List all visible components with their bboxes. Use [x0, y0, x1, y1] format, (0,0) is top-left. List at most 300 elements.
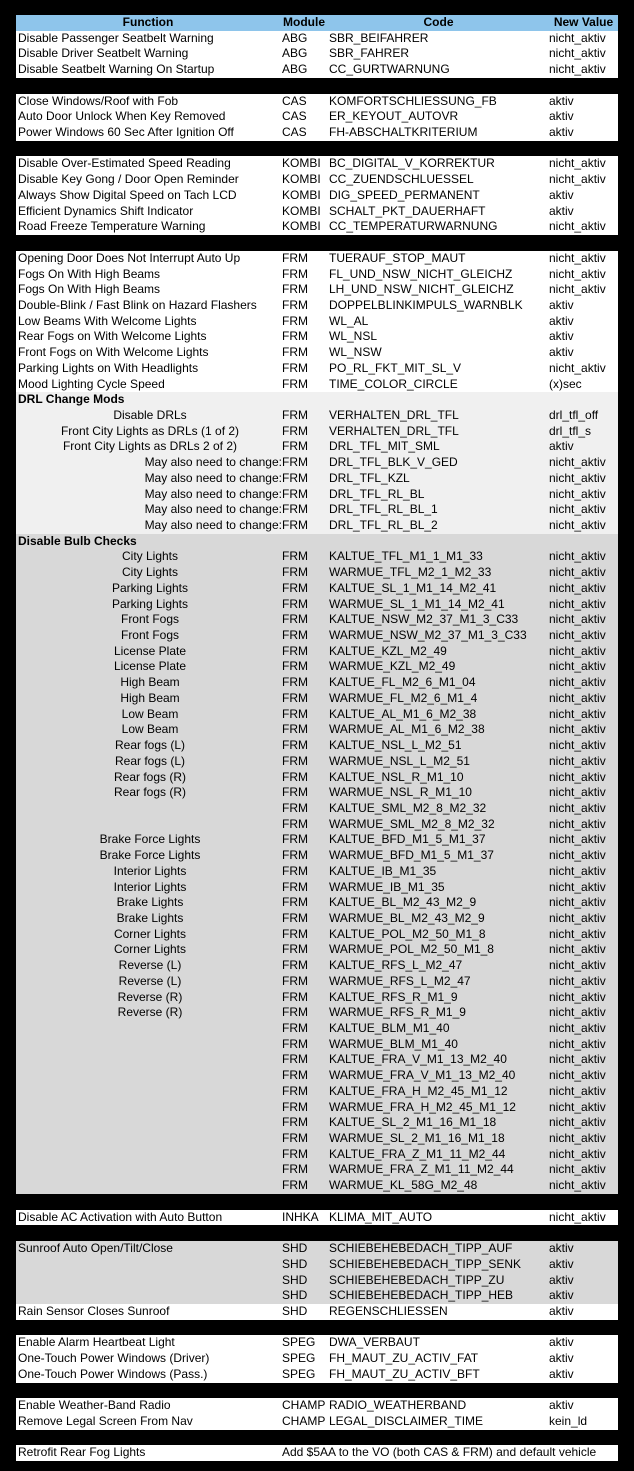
code-cell: WARMUE_TFL_M2_1_M2_33 [329, 565, 492, 580]
value-cell: nicht_aktiv [549, 1209, 606, 1224]
value-cell: nicht_aktiv [549, 643, 606, 658]
table-row [16, 1100, 618, 1116]
value-cell: aktiv [549, 297, 574, 312]
table-row [16, 62, 618, 78]
function-cell: Remove Legal Screen From Nav [18, 1413, 193, 1428]
table-row [16, 188, 618, 204]
function-cell: Disable AC Activation with Auto Button [18, 1209, 223, 1224]
header-new-value: New Value [553, 15, 614, 29]
value-cell: nicht_aktiv [549, 1162, 606, 1177]
code-cell: KALTUE_NSW_M2_37_M1_3_C33 [329, 612, 519, 627]
code-cell: WARMUE_BFD_M1_5_M1_37 [329, 848, 494, 863]
function-cell: Disable DRLs [113, 407, 187, 422]
code-cell: WARMUE_KL_58G_M2_48 [329, 1178, 478, 1193]
value-cell: nicht_aktiv [549, 518, 606, 532]
table-row [16, 974, 618, 990]
table-row [16, 880, 618, 896]
code-cell: SCHIEBEHEBEDACH_TIPP_AUF [329, 1241, 513, 1256]
module-cell: SPEG [282, 1366, 316, 1381]
function-cell: Disable Driver Seatbelt Warning [18, 46, 189, 61]
header-code: Code [423, 15, 454, 29]
header-function: Function [122, 15, 174, 29]
code-cell: SBR_FAHRER [329, 46, 410, 61]
function-cell: Close Windows/Roof with Fob [18, 93, 179, 108]
function-cell: City Lights [121, 549, 179, 564]
table-row [16, 785, 618, 801]
code-cell: DRL_TFL_MIT_SML [329, 439, 440, 454]
table-row [16, 707, 618, 723]
table-row [16, 832, 618, 848]
value-cell: nicht_aktiv [549, 565, 606, 580]
code-cell: DRL_TFL_RL_BL_1 [329, 502, 438, 517]
table-row [16, 644, 618, 660]
module-cell: FRM [282, 816, 308, 831]
code-cell: VERHALTEN_DRL_TFL [329, 407, 459, 422]
function-cell: May also need to change: [144, 502, 282, 517]
table-row [16, 628, 618, 644]
function-cell: Brake Force Lights [99, 832, 201, 847]
code-cell: SBR_BEIFAHRER [329, 30, 429, 45]
value-cell: nicht_aktiv [549, 1099, 606, 1114]
module-cell: FRM [282, 345, 308, 360]
table-row [16, 1147, 618, 1163]
function-cell: Brake Lights [116, 895, 184, 910]
value-cell: aktiv [549, 1256, 574, 1271]
module-cell: SHD [282, 1241, 308, 1256]
function-cell: License Plate [113, 659, 187, 674]
value-cell: nicht_aktiv [549, 1036, 606, 1051]
function-cell: Front Fogs on With Welcome Lights [18, 345, 209, 360]
value-cell: nicht_aktiv [549, 942, 606, 957]
value-cell: aktiv [549, 203, 574, 218]
table-row [16, 109, 618, 125]
function-cell: Low Beams With Welcome Lights [18, 313, 197, 328]
code-cell: WL_NSW [329, 345, 382, 360]
section-heading: Disable Bulb Checks [18, 533, 137, 548]
module-cell: FRM [282, 863, 308, 878]
module-cell: FRM [282, 675, 308, 690]
function-cell: Reverse (R) [117, 989, 183, 1004]
table-row [16, 754, 618, 770]
code-cell: SCHALT_PKT_DAUERHAFT [329, 203, 486, 218]
value-cell: nicht_aktiv [549, 628, 606, 643]
function-cell: Interior Lights [113, 879, 187, 894]
code-cell: WARMUE_POL_M2_50_M1_8 [329, 942, 494, 957]
module-cell: FRM [282, 266, 308, 281]
code-cell: DOPPELBLINKIMPULS_WARNBLK [329, 297, 523, 312]
table-row [16, 675, 618, 691]
code-cell: SCHIEBEHEBEDACH_TIPP_HEB [329, 1288, 514, 1303]
table-row [16, 942, 618, 958]
table-row [16, 345, 618, 361]
code-cell: DRL_TFL_RL_BL [329, 486, 425, 501]
table-row [16, 1084, 618, 1100]
table-row [16, 1367, 618, 1383]
table-row [16, 424, 618, 440]
code-cell: KALTUE_FRA_Z_M1_11_M2_44 [329, 1146, 506, 1161]
value-cell: nicht_aktiv [549, 816, 606, 831]
code-cell: WARMUE_SL_2_M1_16_M1_18 [329, 1131, 505, 1146]
table-row [16, 156, 618, 172]
code-cell: TUERAUF_STOP_MAUT [329, 250, 466, 265]
code-cell: WARMUE_BLM_M1_40 [329, 1036, 458, 1051]
value-cell: nicht_aktiv [549, 863, 606, 878]
code-cell: DRL_TFL_RL_BL_2 [329, 518, 438, 532]
code-cell: WARMUE_FL_M2_6_M1_4 [329, 690, 478, 705]
table-row [16, 722, 618, 738]
table-row [16, 1162, 618, 1178]
module-cell: FRM [282, 769, 308, 784]
function-cell: Disable Key Gong / Door Open Reminder [18, 172, 239, 187]
table-row [16, 329, 618, 345]
table-row [16, 597, 618, 613]
function-cell: Rear fogs (R) [113, 769, 187, 784]
function-cell: License Plate [113, 643, 187, 658]
module-cell: FRM [282, 313, 308, 328]
value-cell: nicht_aktiv [549, 800, 606, 815]
table-row [16, 895, 618, 911]
code-cell: KALTUE_SL_2_M1_16_M1_18 [329, 1115, 497, 1130]
value-cell: nicht_aktiv [549, 910, 606, 925]
value-cell: nicht_aktiv [549, 612, 606, 627]
section-separator [16, 1430, 618, 1446]
function-cell: May also need to change: [144, 455, 282, 470]
value-cell: nicht_aktiv [549, 989, 606, 1004]
section-heading: DRL Change Mods [18, 392, 125, 407]
value-cell: nicht_aktiv [549, 30, 606, 45]
function-cell: Disable Over-Estimated Speed Reading [18, 156, 231, 171]
value-cell: aktiv [549, 1335, 574, 1350]
table-row [16, 801, 618, 817]
table-row [16, 659, 618, 675]
function-cell: Parking Lights [111, 580, 189, 595]
code-cell: WARMUE_NSW_M2_37_M1_3_C33 [329, 628, 527, 643]
value-cell: nicht_aktiv [549, 690, 606, 705]
table-row [16, 471, 618, 487]
value-cell: nicht_aktiv [549, 266, 606, 281]
module-cell: FRM [282, 910, 308, 925]
module-cell: CHAMP [282, 1398, 326, 1413]
table-row [16, 94, 618, 110]
value-cell: nicht_aktiv [549, 46, 606, 61]
function-cell: One-Touch Power Windows (Pass.) [18, 1366, 208, 1381]
table-row [16, 1131, 618, 1147]
table-row [16, 1335, 618, 1351]
module-cell: FRM [282, 439, 308, 454]
module-cell: FRM [282, 580, 308, 595]
function-cell: Sunroof Auto Open/Tilt/Close [18, 1241, 173, 1256]
table-row [16, 219, 618, 235]
code-cell: FH_MAUT_ZU_ACTIV_FAT [329, 1351, 479, 1366]
code-cell: CC_GURTWARNUNG [329, 62, 450, 77]
table-body [16, 31, 618, 1461]
code-cell: ER_KEYOUT_AUTOVR [329, 109, 459, 124]
value-cell: aktiv [549, 1288, 574, 1303]
value-cell: nicht_aktiv [549, 1178, 606, 1193]
value-cell: aktiv [549, 345, 574, 360]
function-cell: Fogs On With High Beams [18, 282, 161, 297]
module-cell: CAS [282, 125, 307, 140]
module-cell: FRM [282, 1146, 308, 1161]
value-cell: nicht_aktiv [549, 973, 606, 988]
value-cell: nicht_aktiv [549, 738, 606, 753]
value-cell: aktiv [549, 329, 574, 344]
module-cell: ABG [282, 62, 308, 77]
table-header [16, 15, 618, 31]
module-cell: FRM [282, 1036, 308, 1051]
module-cell: FRM [282, 753, 308, 768]
note-cell: Add $5AA to the VO (both CAS & FRM) and default vehicle [282, 1445, 597, 1460]
module-cell: FRM [282, 832, 308, 847]
function-cell: One-Touch Power Windows (Driver) [18, 1351, 210, 1366]
module-cell: FRM [282, 722, 308, 737]
table-row [16, 911, 618, 927]
code-cell: PO_RL_FKT_MIT_SL_V [329, 360, 462, 375]
table-row [16, 990, 618, 1006]
module-cell: FRM [282, 659, 308, 674]
module-cell: SHD [282, 1288, 308, 1303]
module-cell: FRM [282, 376, 308, 391]
module-cell: FRM [282, 518, 308, 532]
table-row [16, 581, 618, 597]
code-cell: FH_MAUT_ZU_ACTIV_BFT [329, 1366, 480, 1381]
module-cell: FRM [282, 250, 308, 265]
value-cell: drl_tfl_s [549, 423, 592, 438]
function-cell: Front City Lights as DRLs (1 of 2) [60, 423, 240, 438]
code-cell: WARMUE_AL_M1_6_M2_38 [329, 722, 485, 737]
module-cell: FRM [282, 502, 308, 517]
module-cell: FRM [282, 738, 308, 753]
module-cell: SHD [282, 1303, 308, 1318]
code-cell: DRL_TFL_KZL [329, 470, 410, 485]
module-cell: CAS [282, 109, 307, 124]
function-cell: Low Beam [121, 722, 179, 737]
function-cell: Enable Alarm Heartbeat Light [18, 1335, 175, 1350]
code-cell: KALTUE_BLM_M1_40 [329, 1021, 450, 1035]
function-cell: Retrofit Rear Fog Lights [18, 1445, 146, 1460]
table-row [16, 377, 618, 393]
table-row [16, 455, 618, 471]
value-cell: nicht_aktiv [549, 1005, 606, 1020]
value-cell: nicht_aktiv [549, 675, 606, 690]
table-row [16, 518, 618, 534]
table-row [16, 439, 618, 455]
module-cell: CHAMP [282, 1413, 326, 1428]
value-cell: aktiv [549, 1241, 574, 1256]
code-cell: WARMUE_SL_1_M1_14_M2_41 [329, 596, 505, 611]
table-row [16, 1351, 618, 1367]
table-row [16, 1398, 618, 1414]
table-row [16, 549, 618, 565]
module-cell: FRM [282, 1131, 308, 1146]
function-cell: Enable Weather-Band Radio [18, 1398, 171, 1413]
value-cell: aktiv [549, 125, 574, 140]
module-cell: FRM [282, 800, 308, 815]
module-cell: KOMBI [282, 219, 321, 234]
value-cell: nicht_aktiv [549, 753, 606, 768]
value-cell: nicht_aktiv [549, 156, 606, 171]
table-row [16, 125, 618, 141]
module-cell: FRM [282, 329, 308, 344]
code-cell: LH_UND_NSW_NICHT_GLEICHZ [329, 282, 514, 297]
table-row [16, 361, 618, 377]
table-row [16, 927, 618, 943]
function-cell: Opening Door Does Not Interrupt Auto Up [18, 250, 241, 265]
value-cell: nicht_aktiv [549, 832, 606, 847]
table-row [16, 1005, 618, 1021]
code-cell: KALTUE_IB_M1_35 [329, 863, 437, 878]
table-row [16, 1052, 618, 1068]
table-row [16, 251, 618, 267]
module-cell: FRM [282, 989, 308, 1004]
function-cell: Auto Door Unlock When Key Removed [18, 109, 226, 124]
module-cell: FRM [282, 1083, 308, 1098]
function-cell: High Beam [120, 675, 180, 690]
module-cell: FRM [282, 282, 308, 297]
section-separator [16, 1194, 618, 1210]
function-cell: Reverse (L) [118, 958, 182, 973]
code-cell: KALTUE_TFL_M1_1_M1_33 [329, 549, 483, 564]
code-cell: KALTUE_FRA_H_M2_45_M1_12 [329, 1083, 508, 1098]
function-cell: Rear Fogs on With Welcome Lights [18, 329, 207, 344]
value-cell: nicht_aktiv [549, 486, 606, 501]
value-cell: aktiv [549, 1366, 574, 1381]
value-cell: aktiv [549, 313, 574, 328]
table-row [16, 738, 618, 754]
module-cell: FRM [282, 486, 308, 501]
table-row [16, 770, 618, 786]
value-cell: nicht_aktiv [549, 1115, 606, 1130]
module-cell: FRM [282, 1115, 308, 1130]
function-cell: Low Beam [121, 706, 179, 721]
code-cell: KALTUE_RFS_R_M1_9 [329, 989, 458, 1004]
value-cell: nicht_aktiv [549, 250, 606, 265]
header-module: Module [283, 15, 325, 29]
table-row [16, 612, 618, 628]
function-cell: Front Fogs [120, 628, 180, 643]
value-cell: nicht_aktiv [549, 1083, 606, 1098]
function-cell: Road Freeze Temperature Warning [18, 219, 206, 234]
function-cell: Brake Lights [116, 910, 184, 925]
module-cell: SPEG [282, 1351, 316, 1366]
coding-table [16, 15, 618, 1461]
table-row [16, 1178, 618, 1194]
module-cell: FRM [282, 1052, 308, 1067]
code-cell: DIG_SPEED_PERMANENT [329, 187, 480, 202]
code-cell: KALTUE_FL_M2_6_M1_04 [329, 675, 476, 690]
module-cell: FRM [282, 1099, 308, 1114]
value-cell: nicht_aktiv [549, 580, 606, 595]
module-cell: FRM [282, 895, 308, 910]
value-cell: nicht_aktiv [549, 549, 606, 564]
value-cell: nicht_aktiv [549, 659, 606, 674]
module-cell: FRM [282, 470, 308, 485]
code-cell: TIME_COLOR_CIRCLE [329, 376, 458, 391]
module-cell: FRM [282, 1162, 308, 1177]
module-cell: FRM [282, 1021, 308, 1035]
module-cell: FRM [282, 360, 308, 375]
module-cell: FRM [282, 1005, 308, 1020]
table-row [16, 1021, 618, 1037]
module-cell: KOMBI [282, 187, 321, 202]
value-cell: aktiv [549, 1351, 574, 1366]
module-cell: CAS [282, 93, 307, 108]
table-row [16, 565, 618, 581]
table-row [16, 46, 618, 62]
function-cell: Corner Lights [113, 942, 187, 957]
section-separator [16, 235, 618, 251]
function-cell: Front Fogs [120, 612, 180, 627]
table-row [16, 204, 618, 220]
table-row [16, 691, 618, 707]
code-cell: WARMUE_FRA_Z_M1_11_M2_44 [329, 1162, 514, 1177]
function-cell: Interior Lights [113, 863, 187, 878]
module-cell: FRM [282, 879, 308, 894]
function-cell: Rain Sensor Closes Sunroof [18, 1303, 170, 1318]
code-cell: SCHIEBEHEBEDACH_TIPP_SENK [329, 1256, 522, 1271]
module-cell: FRM [282, 690, 308, 705]
module-cell: FRM [282, 1178, 308, 1193]
table-row [16, 282, 618, 298]
code-cell: WARMUE_NSL_R_M1_10 [329, 785, 472, 800]
function-cell: Rear fogs (L) [114, 738, 186, 753]
code-cell: WL_AL [329, 313, 369, 328]
table-row [16, 172, 618, 188]
code-cell: FL_UND_NSW_NICHT_GLEICHZ [329, 266, 513, 281]
table-row [16, 408, 618, 424]
module-cell: KOMBI [282, 156, 321, 171]
function-cell: City Lights [121, 565, 179, 580]
function-cell: Parking Lights on With Headlights [18, 360, 199, 375]
code-cell: KALTUE_SML_M2_8_M2_32 [329, 800, 487, 815]
value-cell: nicht_aktiv [549, 769, 606, 784]
module-cell: FRM [282, 942, 308, 957]
code-cell: WARMUE_NSL_L_M2_51 [329, 753, 470, 768]
code-cell: KALTUE_RFS_L_M2_47 [329, 958, 463, 973]
value-cell: nicht_aktiv [549, 895, 606, 910]
function-cell: Power Windows 60 Sec After Ignition Off [18, 125, 234, 140]
module-cell: ABG [282, 46, 308, 61]
code-cell: LEGAL_DISCLAIMER_TIME [329, 1413, 484, 1428]
value-cell: nicht_aktiv [549, 1068, 606, 1083]
code-cell: KALTUE_SL_1_M1_14_M2_41 [329, 580, 497, 595]
code-cell: RADIO_WEATHERBAND [329, 1398, 467, 1413]
module-cell: FRM [282, 596, 308, 611]
function-cell: Rear fogs (R) [113, 785, 187, 800]
table-row [16, 298, 618, 314]
value-cell: nicht_aktiv [549, 502, 606, 517]
function-cell: Reverse (R) [117, 1005, 183, 1020]
function-cell: Double-Blink / Fast Blink on Hazard Flashers [18, 297, 257, 312]
code-cell: DWA_VERBAUT [329, 1335, 420, 1350]
value-cell: nicht_aktiv [549, 785, 606, 800]
value-cell: nicht_aktiv [549, 172, 606, 187]
table-row [16, 1288, 618, 1304]
code-cell: WL_NSL [329, 329, 378, 344]
module-cell: FRM [282, 565, 308, 580]
value-cell: nicht_aktiv [549, 455, 606, 470]
section-separator [16, 78, 618, 94]
value-cell: aktiv [549, 109, 574, 124]
function-cell: Disable Seatbelt Warning On Startup [18, 62, 215, 77]
code-cell: KALTUE_KZL_M2_49 [329, 643, 447, 658]
table-row [16, 1241, 618, 1257]
table-row [16, 487, 618, 503]
module-cell: SPEG [282, 1335, 316, 1350]
function-cell: Brake Force Lights [99, 848, 201, 863]
table-row [16, 502, 618, 518]
value-cell: nicht_aktiv [549, 879, 606, 894]
